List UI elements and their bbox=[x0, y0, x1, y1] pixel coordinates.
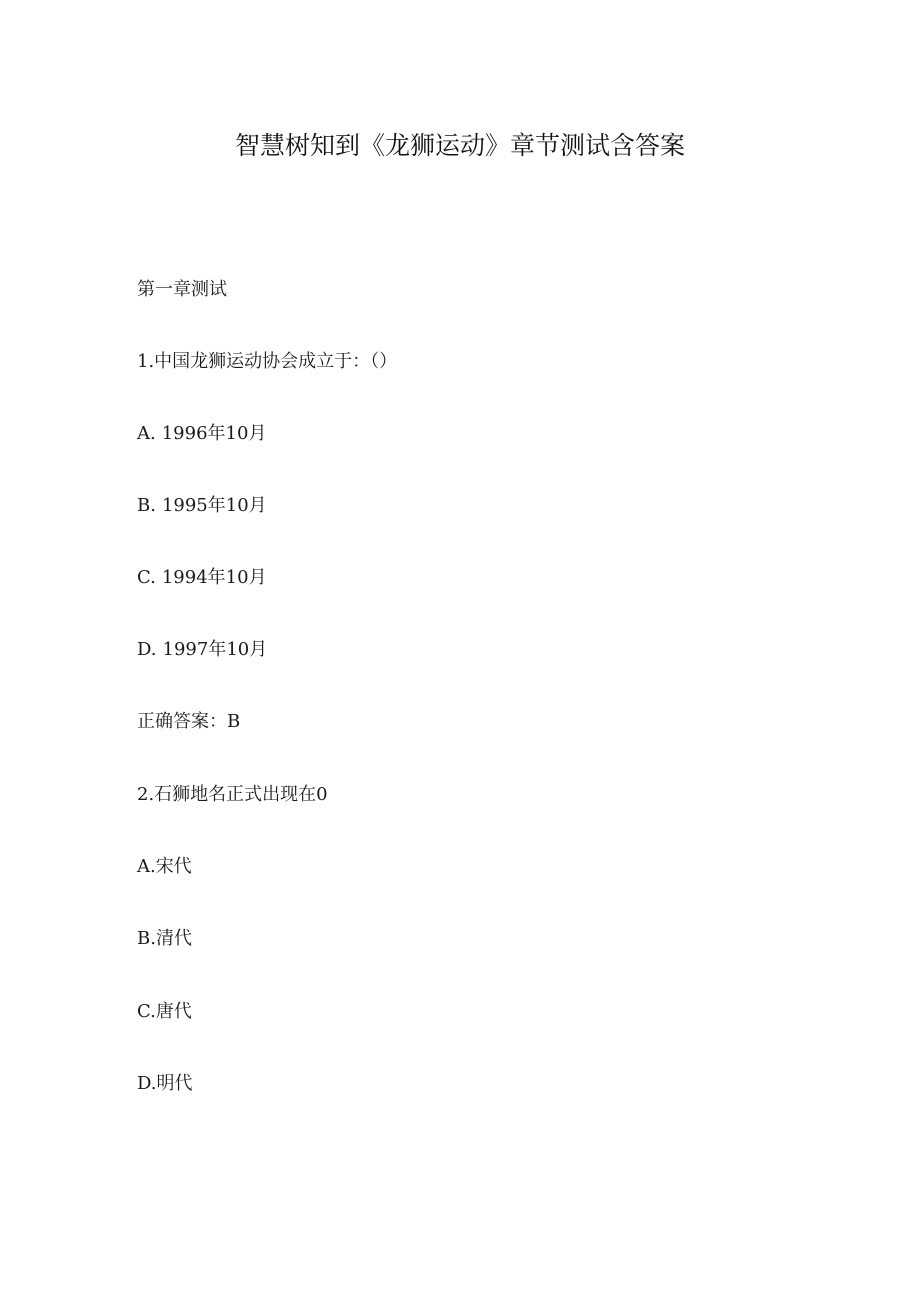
chapter-heading: 第一章测试 bbox=[137, 279, 227, 300]
question-1-option-b bbox=[137, 494, 267, 518]
option-text: 1997年10月 bbox=[162, 639, 268, 660]
option-text: 清代 bbox=[155, 928, 192, 949]
question-2-option-c bbox=[137, 1000, 192, 1024]
question-2-option-d bbox=[137, 1072, 193, 1096]
document-title: 智慧树知到《龙狮运动》章节测试含答案 bbox=[234, 131, 685, 160]
question-1-option-a bbox=[137, 422, 266, 446]
option-text: 明代 bbox=[156, 1073, 193, 1094]
option-letter: C. bbox=[137, 1001, 156, 1022]
question-1-text: 1.中国龙狮运动协会成立于：（） bbox=[137, 351, 398, 372]
option-letter: B. bbox=[137, 928, 156, 949]
option-letter: C. bbox=[137, 567, 156, 588]
option-letter: B. bbox=[137, 495, 156, 516]
question-2-text: 2.石狮地名正式出现在0 bbox=[137, 784, 328, 805]
question-2-option-b bbox=[137, 927, 192, 951]
option-letter: D. bbox=[137, 639, 157, 660]
option-letter: A. bbox=[137, 423, 156, 444]
option-text: 1995年10月 bbox=[161, 495, 267, 516]
option-letter: D. bbox=[137, 1073, 157, 1094]
option-letter: A. bbox=[137, 856, 156, 877]
option-text: 1996年10月 bbox=[161, 423, 267, 444]
option-text: 1994年10月 bbox=[161, 567, 267, 588]
question-1-option-c bbox=[137, 566, 267, 590]
question-1-answer: 正确答案：B bbox=[137, 711, 241, 732]
option-text: 唐代 bbox=[155, 1001, 192, 1022]
option-text: 宋代 bbox=[155, 856, 192, 877]
question-1-option-d bbox=[137, 638, 267, 662]
question-2-option-a bbox=[137, 855, 192, 879]
